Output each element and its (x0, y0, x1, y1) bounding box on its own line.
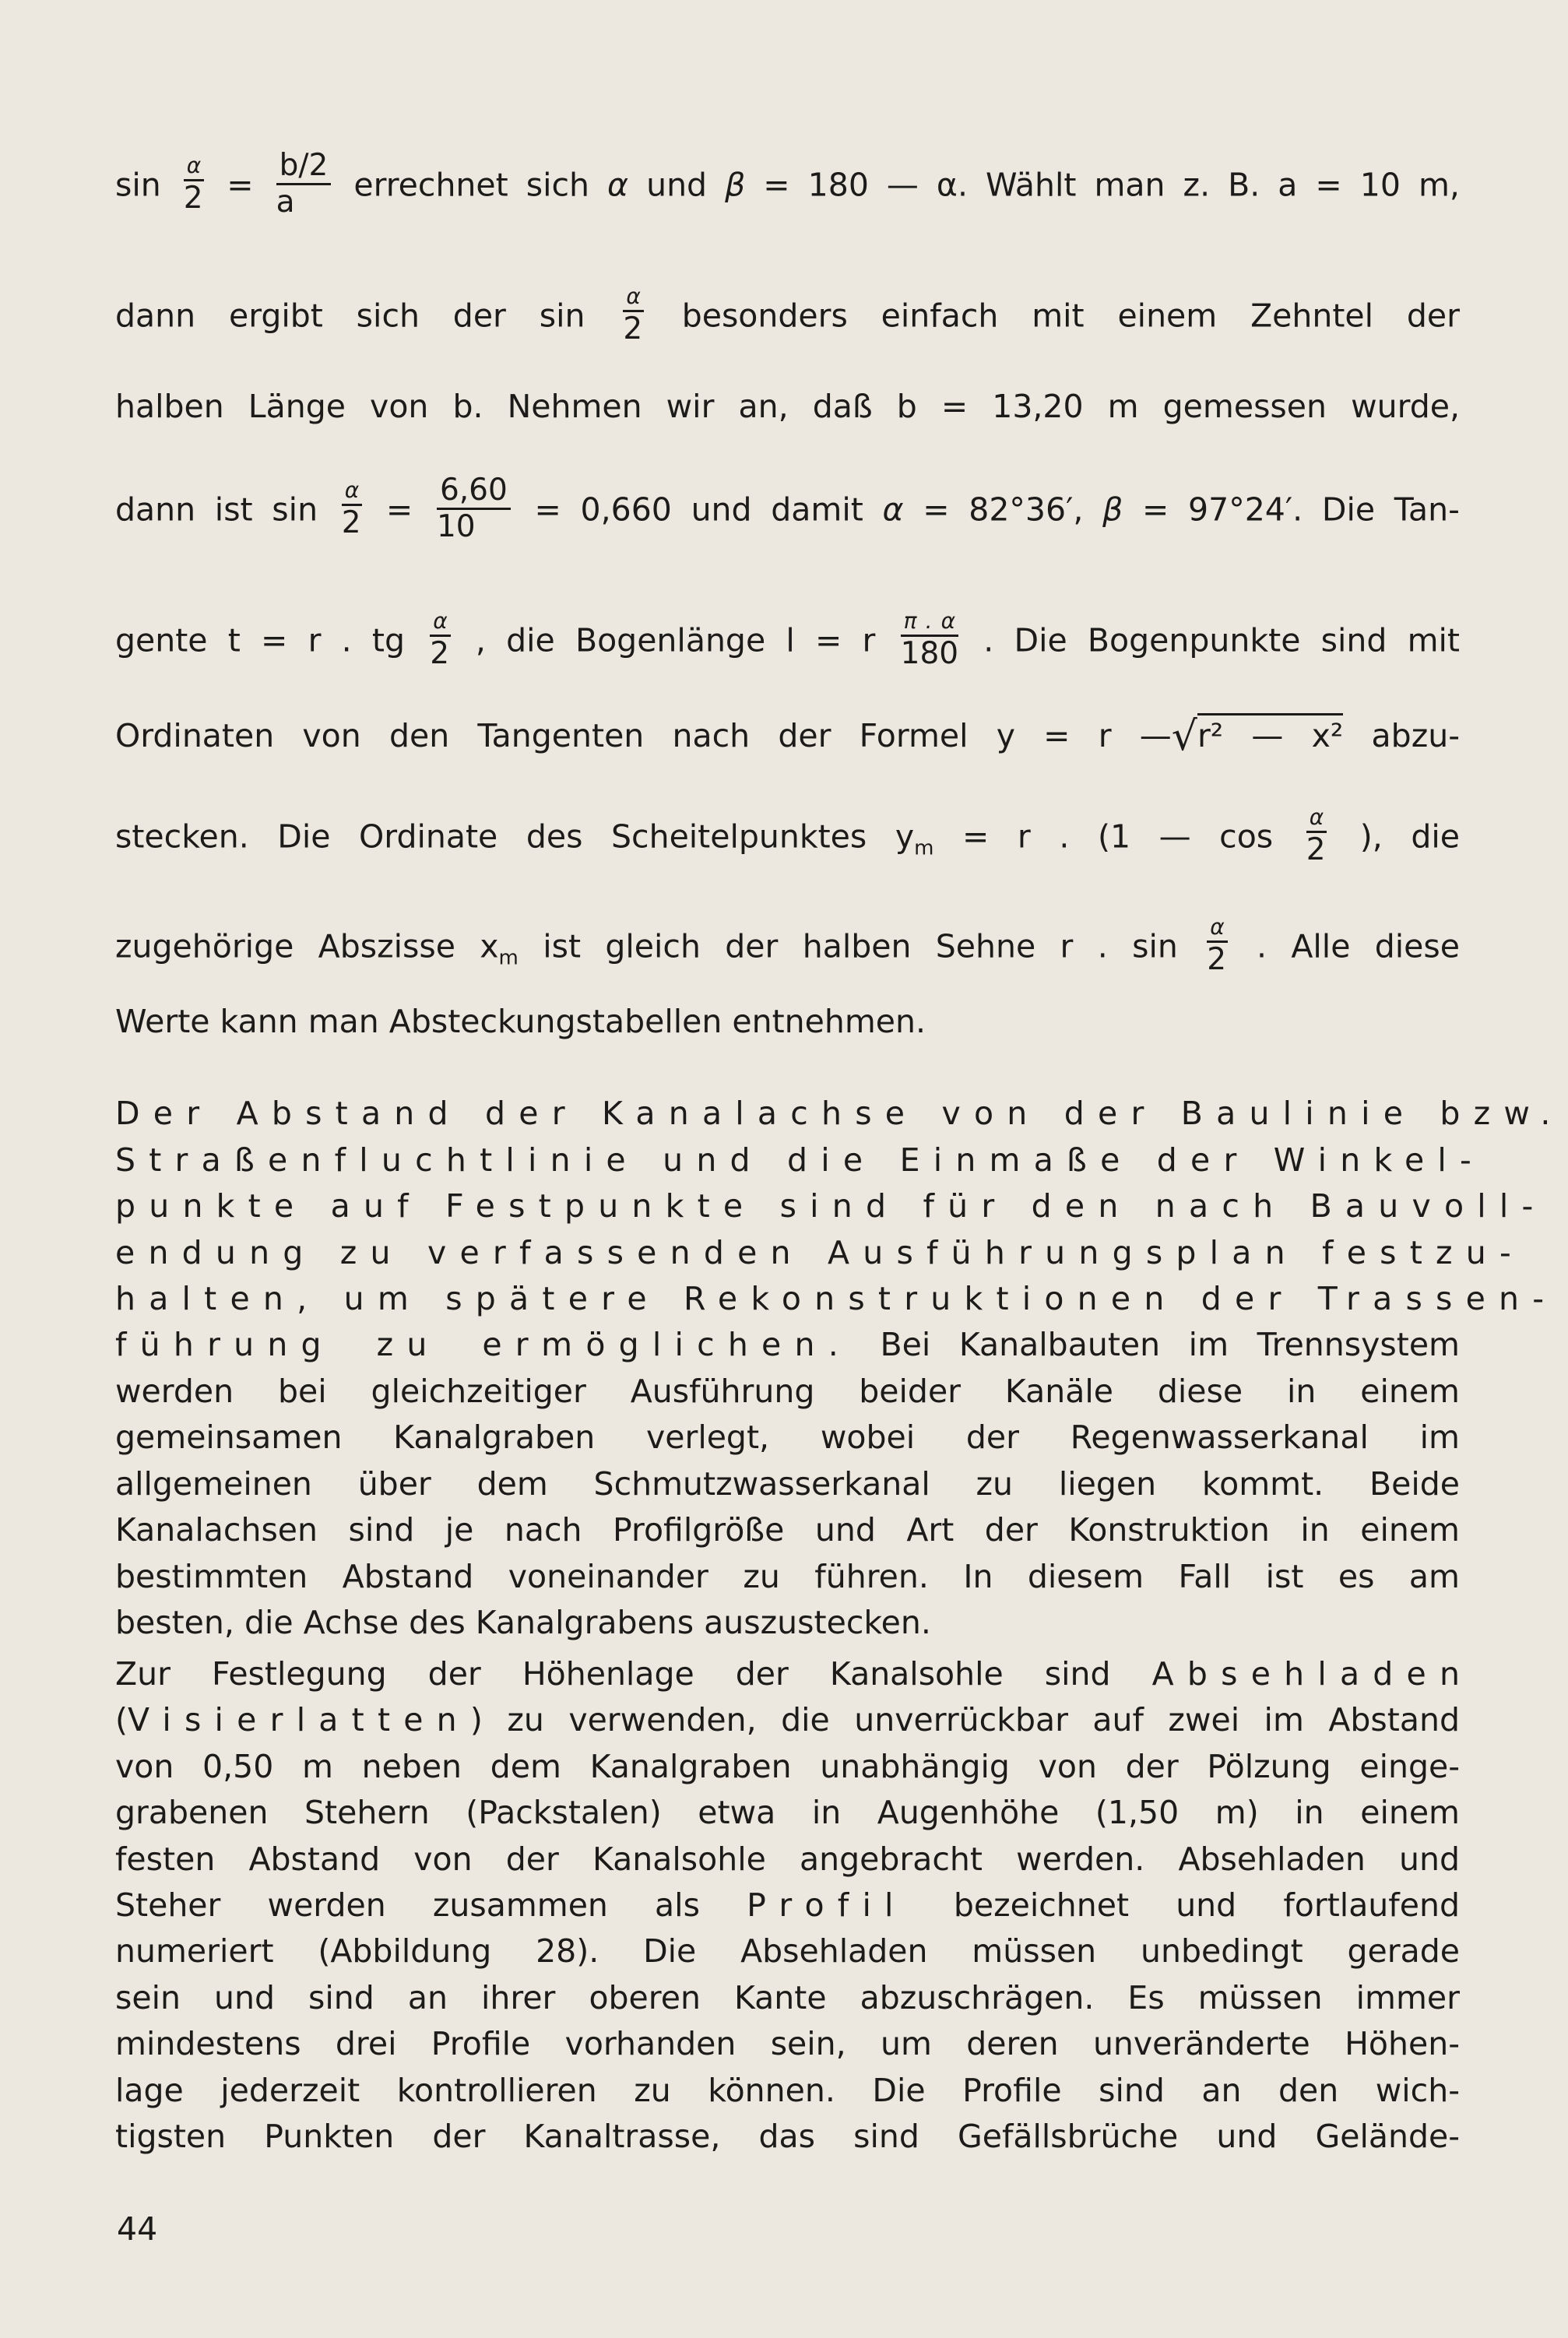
formula-line-7: stecken. Die Ordinate des Scheitelpunktes $y_m = r$ . (1 — cos $\frac{\alpha}{2}$ ), die (115, 804, 1461, 867)
formula-line-6: Ordinaten von den Tangenten nach der Formel y = r —√r² — x² abzu- (115, 713, 1460, 760)
formula-line-8: zugehörige Abszisse $x_m$ ist gleich der halben Sehne r . sin $\frac{\alpha}{2}$ . Alle diese (115, 914, 1460, 977)
paragraph-2-line-8: sein und sind an ihrer oberen Kante abzuschrägen. Es müssen immer (115, 1979, 1460, 2016)
paragraph-2-line-10: lage jederzeit kontrollieren zu können. Die Profile sind an den wich- (115, 2072, 1460, 2109)
paragraph-2-line-7: numeriert (Abbildung 28). Die Absehladen müssen unbedingt gerade (115, 1932, 1460, 1970)
paragraph-2-line-11: tigsten Punkten der Kanaltrasse, das sind Gefällsbrüche und Gelände- (115, 2118, 1460, 2155)
paragraph-1-line-8: gemeinsamen Kanalgraben verlegt, wobei der Regenwasserkanal im (115, 1419, 1460, 1456)
formula-line-9: Werte kann man Absteckungstabellen entnehmen. (115, 1003, 926, 1040)
paragraph-2-line-1: Zur Festlegung der Höhenlage der Kanalsohle sind Absehladen (115, 1655, 1474, 1693)
paragraph-2-line-2: (Visierlatten) zu verwenden, die unverrückbar auf zwei im Abstand (115, 1701, 1460, 1739)
formula-line-2: dann ergibt sich der sin $\frac{\alpha}{2}$ besonders einfach mit einem Zehntel der (115, 283, 1460, 346)
fraction-alpha-half: $\frac{\alpha}{2}$ (623, 283, 643, 346)
paragraph-1-line-4: endung zu verfassenden Ausführungsplan festzu- (115, 1234, 1524, 1271)
paragraph-1-line-10: Kanalachsen sind je nach Profilgröße und Art der Konstruktion in einem (115, 1511, 1460, 1549)
paragraph-1-line-3: punkte auf Festpunkte sind für den nach Bauvoll- (115, 1187, 1547, 1225)
formula-line-3: halben Länge von b. Nehmen wir an, daß b = 13,20 m gemessen wurde, (115, 388, 1460, 425)
paragraph-1-line-11: bestimmten Abstand voneinander zu führen. In diesem Fall ist es am (115, 1558, 1460, 1595)
paragraph-1-line-1: Der Abstand der Kanalachse von der Baulinie bzw. (115, 1095, 1564, 1132)
paragraph-1-line-2: Straßenfluchtlinie und die Einmaße der Winkel- (115, 1141, 1485, 1179)
paragraph-1-line-12: besten, die Achse des Kanalgrabens auszustecken. (115, 1604, 931, 1641)
fraction-pi-alpha-over-180: $\frac{\pi . \alpha}{180}$ (900, 608, 959, 671)
fraction-b-half-over-a: $\frac{b/2}{a}$ (276, 149, 332, 220)
fraction-660-over-10: $\frac{6,60}{10}$ (437, 473, 511, 544)
paragraph-2-line-3: von 0,50 m neben dem Kanalgraben unabhängig von der Pölzung einge- (115, 1748, 1460, 1785)
fraction-alpha-half: $\frac{\alpha}{2}$ (1306, 804, 1326, 867)
paragraph-1-line-7: werden bei gleichzeitiger Ausführung beider Kanäle diese in einem (115, 1373, 1460, 1410)
paragraph-2-line-6: Steher werden zusammen als Profil bezeichnet und fortlaufend (115, 1886, 1460, 1924)
fraction-alpha-half: $\frac{\alpha}{2}$ (183, 153, 203, 216)
paragraph-2-line-4: grabenen Stehern (Packstalen) etwa in Augenhöhe (1,50 m) in einem (115, 1794, 1460, 1831)
paragraph-1-line-5: halten, um spätere Rekonstruktionen der Trassen- (115, 1280, 1558, 1317)
paragraph-2-line-9: mindestens drei Profile vorhanden sein, um deren unveränderte Höhen- (115, 2025, 1460, 2062)
fraction-alpha-half: $\frac{\alpha}{2}$ (341, 477, 361, 540)
paragraph-1-line-6: führung zu ermöglichen. Bei Kanalbauten im Trennsystem (115, 1326, 1460, 1363)
paragraph-1-line-9: allgemeinen über dem Schmutzwasserkanal zu liegen kommt. Beide (115, 1465, 1460, 1503)
square-root-icon: √ (1171, 713, 1197, 760)
formula-line-4: dann ist sin $\frac{\alpha}{2}$ = $\frac{6,60}{10}$ = 0,660 und damit α = 82°36′, β = 97°24′. Die Tan- (115, 473, 1460, 544)
page-number: 44 (117, 2210, 158, 2248)
formula-line-1: sin $\frac{\alpha}{2}$ = $\frac{b/2}{a}$ errechnet sich α und β = 180 — α. Wählt man z. B. a = 10 m, (115, 148, 1460, 220)
fraction-alpha-half: $\frac{\alpha}{2}$ (1207, 914, 1227, 977)
formula-line-5: gente t = r . tg $\frac{\alpha}{2}$ , die Bogenlänge l = r $\frac{\pi . \alpha}{180}$ . Die Bogenpunkte sind mit (115, 608, 1460, 671)
paragraph-2-line-5: festen Abstand von der Kanalsohle angebracht werden. Absehladen und (115, 1841, 1460, 1878)
fraction-alpha-half: $\frac{\alpha}{2}$ (430, 608, 450, 671)
